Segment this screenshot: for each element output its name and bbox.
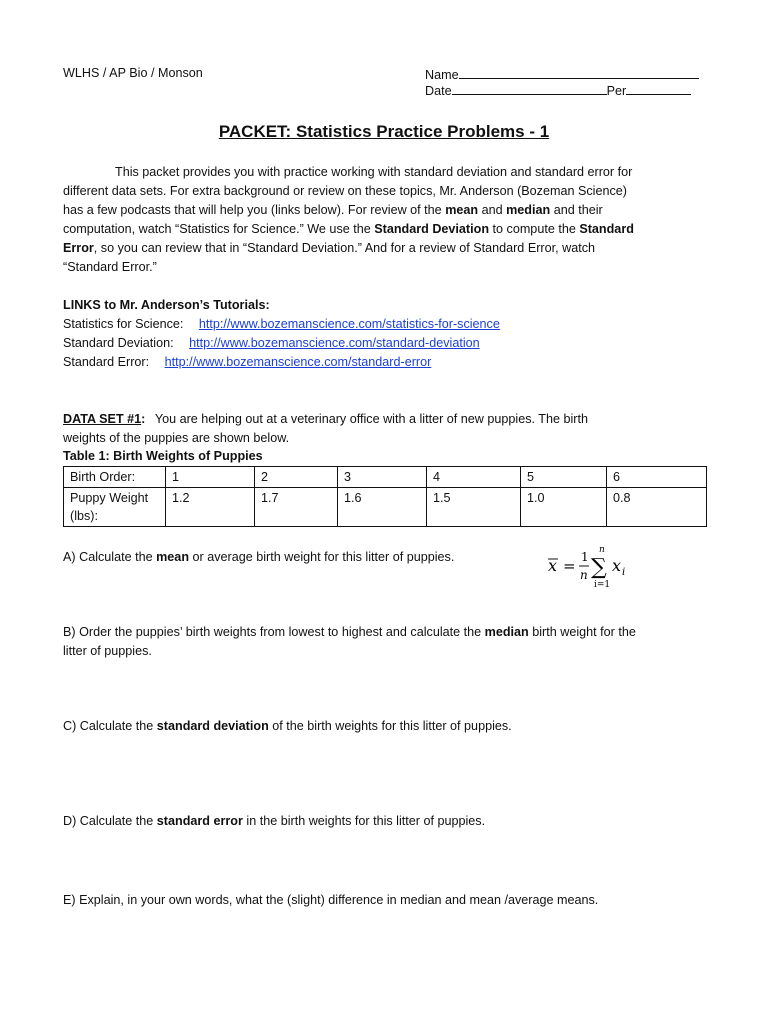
date-label: Date [425,84,452,98]
question-text: B) Order the puppies’ birth weights from lowest to highest and calculate the [63,625,482,639]
table-cell: 1.5 [427,488,521,527]
formula-xbar: x [548,556,558,575]
dataset-text: You are helping out at a veterinary office with a litter of new puppies. The birth [154,412,588,426]
question-b-line-2: litter of puppies. [63,644,152,658]
dataset-label: DATA SET #1 [63,412,142,426]
per-blank[interactable] [626,82,691,95]
row-header-birth-order: Birth Order: [64,467,166,488]
question-text: or average birth weight for this litter of puppies. [192,550,455,564]
intro-text: and [481,203,503,217]
intro-line-3 [63,201,603,220]
link-label: Standard Error: [63,355,150,369]
table-cell: 6 [607,467,707,488]
table-cell: 1.2 [166,488,255,527]
intro-line-4 [63,220,634,239]
question-text: of the birth weights for this litter of puppies. [272,719,512,733]
name-blank[interactable] [459,66,699,79]
course-label: WLHS / AP Bio / Monson [63,66,203,80]
dataset-colon: : [141,412,146,426]
date-blank[interactable] [452,82,607,95]
table-cell: 4 [427,467,521,488]
question-text: D) Calculate the [63,814,154,828]
table-cell: 2 [255,467,338,488]
bold-mean: mean [156,550,190,564]
intro-text: has a few podcasts that will help you (links below). For review of the [63,203,442,217]
bold-standard-deviation: standard deviation [156,719,269,733]
intro-text: and their [553,203,603,217]
link-label: Statistics for Science: [63,317,184,331]
bold-standard: Standard [579,222,634,236]
link-label: Standard Deviation: [63,336,174,350]
row-header-puppy-weight: Puppy Weight (lbs): [64,488,166,527]
name-label: Name [425,68,459,82]
question-d [63,812,485,831]
formula-x: x [612,556,622,575]
date-per-field[interactable] [425,82,691,98]
table-cell: 3 [338,467,427,488]
bold-mean: mean [445,203,479,217]
bold-median: median [506,203,551,217]
bold-standard-deviation: Standard Deviation [374,222,490,236]
formula-denominator: n [580,568,588,582]
sigma-icon: ∑ [591,555,607,580]
links-heading: LINKS to Mr. Anderson’s Tutorials: [63,298,270,312]
question-a [63,548,454,567]
question-c [63,717,512,736]
link-row-standard-deviation [63,334,480,353]
intro-line-6: “Standard Error.” [63,260,157,274]
formula-upper-limit: n [599,545,605,555]
question-text: in the birth weights for this litter of puppies. [246,814,486,828]
page-title: PACKET: Statistics Practice Problems - 1 [218,122,550,141]
name-field[interactable] [425,66,699,82]
question-text: birth weight for the [532,625,636,639]
bold-median: median [484,625,529,639]
dataset-description-line-2: weights of the puppies are shown below. [63,431,290,445]
table-cell: 1.7 [255,488,338,527]
table-caption: Table 1: Birth Weights of Puppies [63,449,263,463]
formula-numerator: 1 [581,550,589,564]
bold-standard-error: standard error [156,814,243,828]
question-text: A) Calculate the [63,550,153,564]
mean-formula [545,541,635,589]
formula-lower-limit: i=1 [594,580,611,589]
link-statistics-for-science[interactable]: http://www.bozemanscience.com/statistics-for-science [198,317,500,331]
table-cell: 1 [166,467,255,488]
question-text: C) Calculate the [63,719,154,733]
table-cell: 0.8 [607,488,707,527]
table-cell: 1.0 [521,488,607,527]
table-row [64,467,707,488]
intro-text: computation, watch “Statistics for Science.” We use the [63,222,371,236]
dataset-description-line-1 [63,410,588,429]
formula-subscript: i [622,567,626,578]
question-e: E) Explain, in your own words, what the (slight) difference in median and mean /average means. [63,893,599,907]
intro-text: to compute the [492,222,576,236]
puppy-weights-table [63,466,707,527]
link-row-statistics [63,315,500,334]
table-row [64,488,707,527]
table-cell: 5 [521,467,607,488]
per-label: Per [606,84,627,98]
bold-error: Error [63,241,94,255]
link-standard-error[interactable]: http://www.bozemanscience.com/standard-error [164,355,432,369]
intro-line-2: different data sets. For extra background or review on these topics, Mr. Anderson (Bozeman Science) [63,184,627,198]
link-row-standard-error [63,353,431,372]
intro-text: , so you can review that in “Standard Deviation.” And for a review of Standard Error, watch [93,241,596,255]
intro-line-1: This packet provides you with practice working with standard deviation and standard error for [115,165,633,179]
link-standard-deviation[interactable]: http://www.bozemanscience.com/standard-deviation [189,336,480,350]
question-b [63,623,636,642]
table-cell: 1.6 [338,488,427,527]
intro-line-5 [63,239,595,258]
formula-equals: = [563,557,576,575]
